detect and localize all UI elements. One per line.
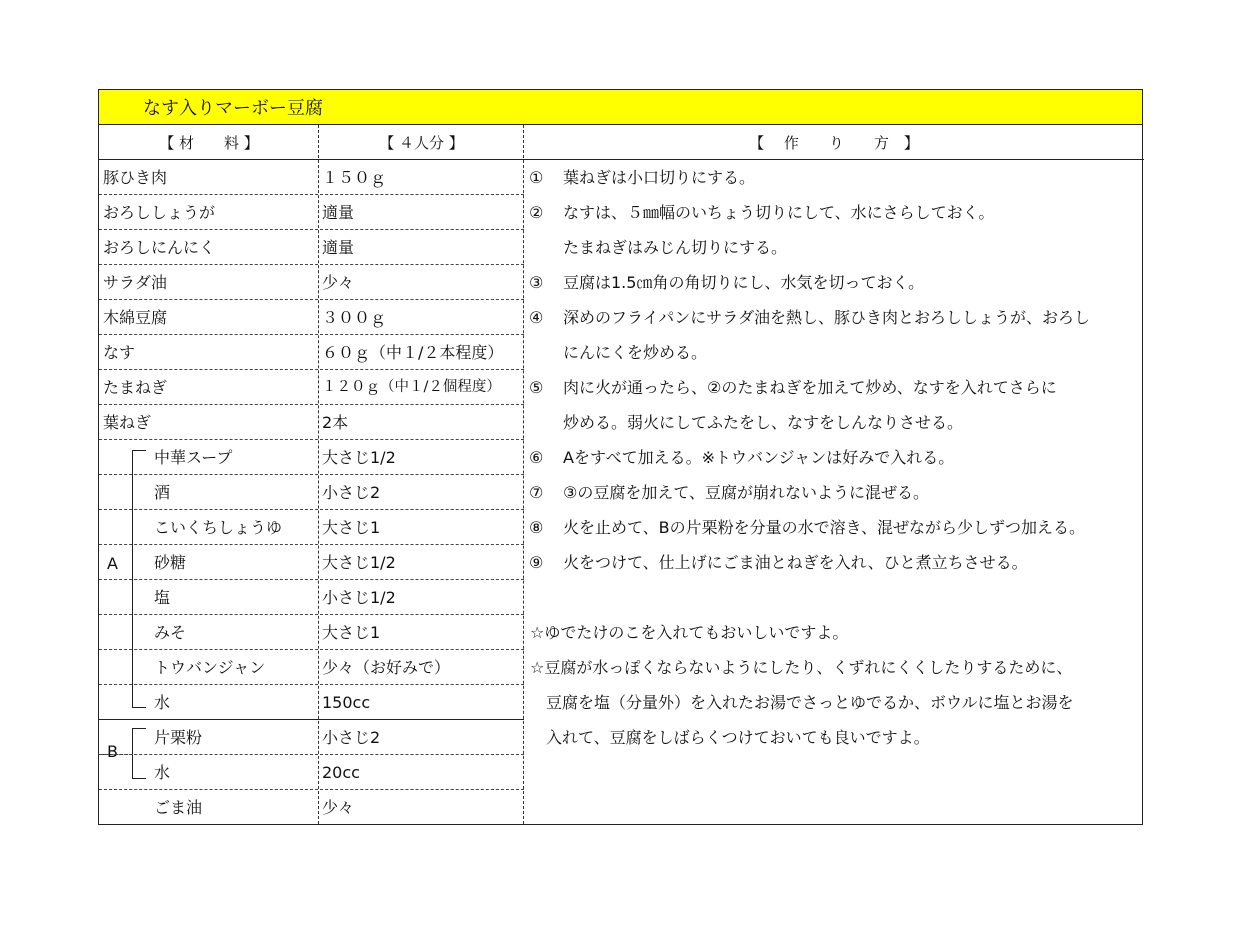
- ingredient-row: [99, 265, 524, 300]
- ingredient-qty: 少々: [322, 273, 355, 292]
- step-text: Aをすべて加える。※トウバンジャンは好みで入れる。: [563, 448, 955, 467]
- tip-note: 入れて、豆腐をしばらくつけておいても良いですよ。: [530, 728, 930, 747]
- step-text: 肉に火が通ったら、②のたまねぎを加えて炒め、なすを入れてさらに: [563, 378, 1057, 397]
- ingredient-row: [99, 650, 524, 685]
- tip-note: ☆豆腐が水っぽくならないようにしたり、くずれにくくしたりするために、: [530, 658, 1073, 677]
- ingredient-qty: ３００ｇ: [322, 308, 387, 327]
- ingredient-row: [99, 545, 524, 580]
- header-servings: 【 ４人分 】: [319, 125, 524, 160]
- step-item: [526, 475, 929, 510]
- recipe-title: なす入りマーボー豆腐: [143, 98, 323, 119]
- ingredient-row: [99, 685, 524, 720]
- ingredient-name: 水: [154, 763, 171, 782]
- ingredient-qty: 小さじ2: [322, 483, 381, 502]
- step-item: [526, 405, 963, 440]
- group-b-divider: [101, 754, 133, 755]
- ingredient-qty: 少々: [322, 798, 355, 817]
- step-text: 炒める。弱火にしてふたをし、なすをしんなりさせる。: [563, 413, 964, 432]
- step-number: ⑥: [529, 448, 544, 467]
- ingredient-qty: 小さじ2: [322, 728, 381, 747]
- ingredient-qty: ６０ｇ（中１/２本程度）: [322, 343, 504, 362]
- step-text: にんにくを炒める。: [563, 343, 708, 362]
- ingredient-name: 中華スープ: [154, 448, 233, 467]
- step-item: [526, 370, 1057, 405]
- step-text: 火を止めて、Bの片栗粉を分量の水で溶き、混ぜながら少しずつ加える。: [563, 518, 1086, 537]
- ingredient-name: 片栗粉: [154, 728, 203, 747]
- ingredient-row: [99, 615, 524, 650]
- ingredient-name: 葉ねぎ: [103, 413, 152, 432]
- ingredient-row: [99, 790, 524, 825]
- ingredient-row: [99, 755, 524, 790]
- ingredient-row: [99, 195, 524, 230]
- step-item: [526, 230, 787, 265]
- group-b-label: B: [107, 742, 118, 761]
- ingredient-qty: 20cc: [322, 763, 360, 782]
- step-text: ③の豆腐を加えて、豆腐が崩れないように混ぜる。: [563, 483, 930, 502]
- step-number: ③: [529, 273, 544, 292]
- group-a-label: A: [107, 554, 118, 573]
- ingredient-name: サラダ油: [103, 273, 167, 292]
- ingredient-name: おろしにんにく: [103, 238, 216, 257]
- ingredient-qty: 2本: [322, 413, 349, 432]
- step-number: ⑧: [529, 518, 544, 537]
- step-number: ④: [529, 308, 544, 327]
- tip-note: ☆ゆでたけのこを入れてもおいしいですよ。: [530, 623, 849, 642]
- step-item: [526, 440, 954, 475]
- ingredient-row: [99, 160, 524, 195]
- ingredient-row: [99, 580, 524, 615]
- step-text: なすは、５㎜幅のいちょう切りにして、水にさらしておく。: [563, 203, 995, 222]
- step-item: [526, 195, 994, 230]
- step-number: ⑦: [529, 483, 544, 502]
- ingredient-row: [99, 370, 524, 405]
- ingredient-row: [99, 510, 524, 545]
- ingredient-row: [99, 230, 524, 265]
- step-text: 火をつけて、仕上げにごま油とねぎを入れ、ひと煮立ちさせる。: [563, 553, 1028, 572]
- ingredient-qty: １５０ｇ: [322, 168, 387, 187]
- step-number: ⑤: [529, 378, 544, 397]
- ingredient-name: 砂糖: [154, 553, 187, 572]
- step-text: 葉ねぎは小口切りにする。: [563, 168, 756, 187]
- step-item: [526, 510, 1085, 545]
- ingredient-row: [99, 405, 524, 440]
- group-a-bracket: [132, 450, 146, 708]
- ingredient-qty: 少々（お好みで）: [322, 658, 451, 677]
- tip-note: 豆腐を塩（分量外）を入れたお湯でさっとゆでるか、ボウルに塩とお湯を: [530, 693, 1074, 712]
- ingredient-name: トウバンジャン: [154, 658, 266, 677]
- ingredient-row: [99, 440, 524, 475]
- ingredient-name: ごま油: [154, 798, 203, 817]
- header-ingredients: 【 材 料 】: [99, 125, 319, 160]
- ingredient-name: 豚ひき肉: [103, 168, 168, 187]
- step-number: ⑨: [529, 553, 544, 572]
- ingredient-row: [99, 335, 524, 370]
- ingredient-qty: 適量: [322, 203, 355, 222]
- ingredient-qty: 大さじ1/2: [322, 448, 396, 467]
- ingredient-name: みそ: [154, 623, 187, 642]
- ingredient-row: [99, 720, 524, 755]
- step-item: [526, 545, 1028, 580]
- recipe-sheet: [98, 89, 1143, 825]
- ingredient-name: おろししょうが: [103, 203, 216, 222]
- header-method: 【 作 り 方 】: [524, 125, 1144, 160]
- ingredient-qty: 小さじ1/2: [322, 588, 396, 607]
- step-item: [526, 265, 924, 300]
- step-text: 豆腐は1.5㎝角の角切りにし、水気を切っておく。: [563, 273, 925, 292]
- step-text: たまねぎはみじん切りにする。: [563, 238, 788, 257]
- step-text: 深めのフライパンにサラダ油を熱し、豚ひき肉とおろししょうが、おろし: [563, 308, 1091, 327]
- ingredient-qty: 150cc: [322, 693, 371, 712]
- ingredient-qty: 適量: [322, 238, 355, 257]
- title-bar: [99, 90, 1142, 125]
- ingredient-name: なす: [103, 343, 136, 362]
- ingredient-qty: 大さじ1: [322, 518, 381, 537]
- ingredient-qty: １２０ｇ（中１/２個程度）: [322, 379, 501, 395]
- step-item: [526, 300, 1090, 335]
- ingredient-name: こいくちしょうゆ: [154, 518, 283, 537]
- ingredient-row: [99, 475, 524, 510]
- ingredient-name: 塩: [154, 588, 171, 607]
- ingredient-row: [99, 300, 524, 335]
- ingredient-name: 木綿豆腐: [103, 308, 168, 327]
- ingredient-name: 酒: [154, 483, 171, 502]
- step-item: [526, 335, 707, 370]
- ingredient-qty: 大さじ1/2: [322, 553, 396, 572]
- ingredient-name: 水: [154, 693, 171, 712]
- group-b-bracket: [132, 728, 146, 779]
- step-number: ①: [529, 168, 544, 187]
- ingredient-qty: 大さじ1: [322, 623, 381, 642]
- step-item: [526, 160, 755, 195]
- step-number: ②: [529, 203, 544, 222]
- ingredient-name: たまねぎ: [103, 378, 168, 397]
